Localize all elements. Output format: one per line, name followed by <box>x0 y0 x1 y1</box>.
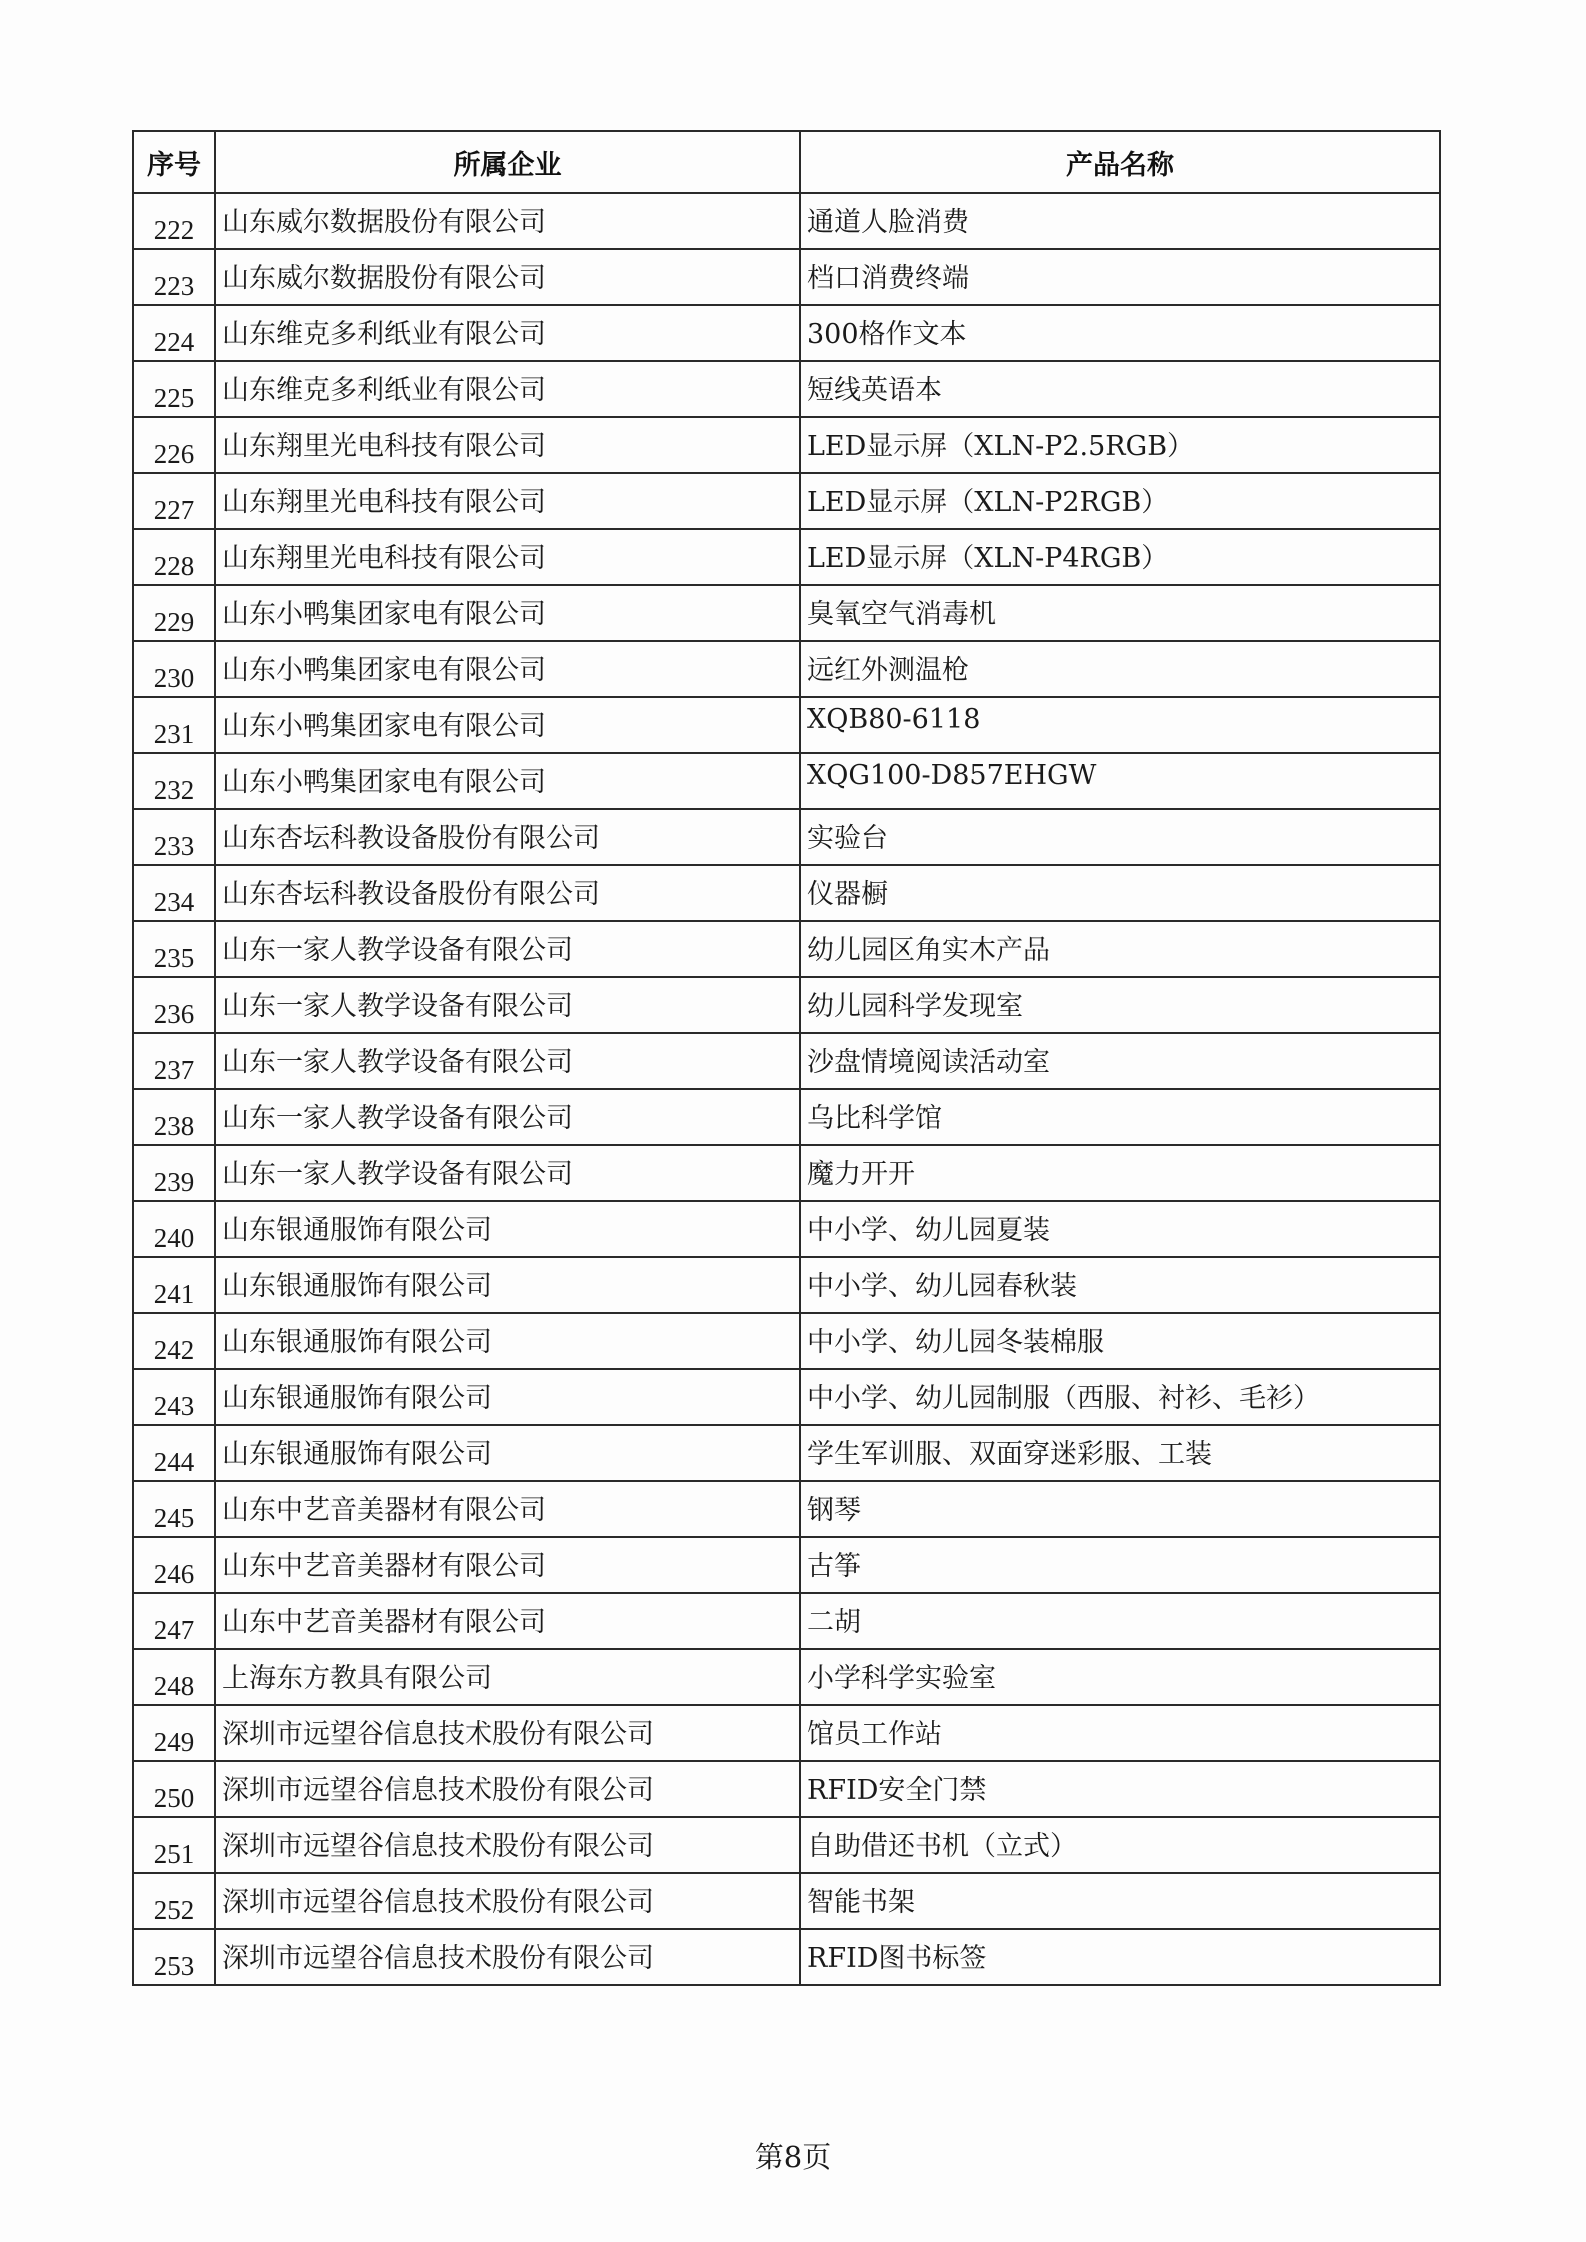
row-product: XQB80-6118 <box>800 697 1440 753</box>
row-company: 深圳市远望谷信息技术股份有限公司 <box>215 1705 800 1761</box>
table-header <box>133 131 1440 193</box>
row-product: LED显示屏（XLN-P4RGB） <box>800 529 1440 585</box>
table-row <box>133 1705 1440 1761</box>
row-product: 300格作文本 <box>800 305 1440 361</box>
row-company: 山东中艺音美器材有限公司 <box>215 1481 800 1537</box>
header-company: 所属企业 <box>215 131 800 193</box>
row-company: 山东银通服饰有限公司 <box>215 1369 800 1425</box>
row-company: 山东银通服饰有限公司 <box>215 1201 800 1257</box>
row-company: 山东杏坛科教设备股份有限公司 <box>215 809 800 865</box>
row-index: 250 <box>133 1761 215 1817</box>
row-index: 248 <box>133 1649 215 1705</box>
row-company: 山东翔里光电科技有限公司 <box>215 473 800 529</box>
table-row <box>133 1425 1440 1481</box>
row-company: 深圳市远望谷信息技术股份有限公司 <box>215 1929 800 1985</box>
row-company: 山东银通服饰有限公司 <box>215 1313 800 1369</box>
table-body <box>133 193 1440 1985</box>
row-product: 短线英语本 <box>800 361 1440 417</box>
table-row <box>133 977 1440 1033</box>
row-index: 242 <box>133 1313 215 1369</box>
row-product: 学生军训服、双面穿迷彩服、工装 <box>800 1425 1440 1481</box>
table-row <box>133 1257 1440 1313</box>
row-company: 山东中艺音美器材有限公司 <box>215 1537 800 1593</box>
row-product: 仪器橱 <box>800 865 1440 921</box>
row-index: 253 <box>133 1929 215 1985</box>
table-row <box>133 1537 1440 1593</box>
row-product: 钢琴 <box>800 1481 1440 1537</box>
table-row <box>133 1201 1440 1257</box>
row-index: 225 <box>133 361 215 417</box>
row-company: 上海东方教具有限公司 <box>215 1649 800 1705</box>
row-company: 山东一家人教学设备有限公司 <box>215 1145 800 1201</box>
row-index: 228 <box>133 529 215 585</box>
table-row <box>133 1873 1440 1929</box>
row-company: 山东翔里光电科技有限公司 <box>215 417 800 473</box>
row-product: 中小学、幼儿园冬装棉服 <box>800 1313 1440 1369</box>
table-row <box>133 641 1440 697</box>
row-product: 幼儿园区角实木产品 <box>800 921 1440 977</box>
row-index: 241 <box>133 1257 215 1313</box>
row-company: 山东中艺音美器材有限公司 <box>215 1593 800 1649</box>
row-index: 247 <box>133 1593 215 1649</box>
row-product: 乌比科学馆 <box>800 1089 1440 1145</box>
row-index: 243 <box>133 1369 215 1425</box>
row-company: 山东一家人教学设备有限公司 <box>215 977 800 1033</box>
row-index: 240 <box>133 1201 215 1257</box>
table-row <box>133 697 1440 753</box>
row-product: 馆员工作站 <box>800 1705 1440 1761</box>
row-index: 232 <box>133 753 215 809</box>
row-index: 231 <box>133 697 215 753</box>
row-index: 230 <box>133 641 215 697</box>
table-row <box>133 361 1440 417</box>
table-row <box>133 249 1440 305</box>
row-company: 山东一家人教学设备有限公司 <box>215 1033 800 1089</box>
table-row <box>133 1033 1440 1089</box>
row-index: 223 <box>133 249 215 305</box>
row-product: 中小学、幼儿园夏装 <box>800 1201 1440 1257</box>
row-product: 通道人脸消费 <box>800 193 1440 249</box>
table-row <box>133 305 1440 361</box>
table-row <box>133 1089 1440 1145</box>
row-index: 239 <box>133 1145 215 1201</box>
row-company: 山东维克多利纸业有限公司 <box>215 361 800 417</box>
row-company: 山东威尔数据股份有限公司 <box>215 249 800 305</box>
row-product: 小学科学实验室 <box>800 1649 1440 1705</box>
row-company: 山东银通服饰有限公司 <box>215 1257 800 1313</box>
row-company: 山东小鸭集团家电有限公司 <box>215 585 800 641</box>
row-product: 魔力开开 <box>800 1145 1440 1201</box>
row-product: RFID图书标签 <box>800 1929 1440 1985</box>
table-row <box>133 1481 1440 1537</box>
header-product: 产品名称 <box>800 131 1440 193</box>
table-row <box>133 1817 1440 1873</box>
row-company: 深圳市远望谷信息技术股份有限公司 <box>215 1873 800 1929</box>
row-index: 227 <box>133 473 215 529</box>
row-index: 237 <box>133 1033 215 1089</box>
row-company: 深圳市远望谷信息技术股份有限公司 <box>215 1817 800 1873</box>
header-row <box>133 131 1440 193</box>
row-product: 中小学、幼儿园春秋装 <box>800 1257 1440 1313</box>
row-company: 山东翔里光电科技有限公司 <box>215 529 800 585</box>
row-index: 249 <box>133 1705 215 1761</box>
table-row <box>133 1761 1440 1817</box>
table-row <box>133 753 1440 809</box>
product-table <box>132 130 1441 1986</box>
row-index: 236 <box>133 977 215 1033</box>
row-product: 古筝 <box>800 1537 1440 1593</box>
table-row <box>133 865 1440 921</box>
table-row <box>133 417 1440 473</box>
row-index: 224 <box>133 305 215 361</box>
row-product: RFID安全门禁 <box>800 1761 1440 1817</box>
row-product: 远红外测温枪 <box>800 641 1440 697</box>
row-product: LED显示屏（XLN-P2.5RGB） <box>800 417 1440 473</box>
row-company: 山东一家人教学设备有限公司 <box>215 921 800 977</box>
row-index: 252 <box>133 1873 215 1929</box>
header-index: 序号 <box>133 131 215 193</box>
row-product: 智能书架 <box>800 1873 1440 1929</box>
table-row <box>133 921 1440 977</box>
row-index: 233 <box>133 809 215 865</box>
row-company: 深圳市远望谷信息技术股份有限公司 <box>215 1761 800 1817</box>
row-company: 山东小鸭集团家电有限公司 <box>215 753 800 809</box>
row-index: 244 <box>133 1425 215 1481</box>
row-company: 山东维克多利纸业有限公司 <box>215 305 800 361</box>
row-index: 246 <box>133 1537 215 1593</box>
table-row <box>133 585 1440 641</box>
row-product: 幼儿园科学发现室 <box>800 977 1440 1033</box>
table-row <box>133 529 1440 585</box>
row-company: 山东小鸭集团家电有限公司 <box>215 641 800 697</box>
table-row <box>133 1145 1440 1201</box>
row-product: 臭氧空气消毒机 <box>800 585 1440 641</box>
row-product: 实验台 <box>800 809 1440 865</box>
table-row <box>133 1593 1440 1649</box>
row-product: 中小学、幼儿园制服（西服、衬衫、毛衫） <box>800 1369 1440 1425</box>
row-product: XQG100-D857EHGW <box>800 753 1440 809</box>
row-product: 二胡 <box>800 1593 1440 1649</box>
table-row <box>133 1929 1440 1985</box>
table-row <box>133 1369 1440 1425</box>
row-index: 245 <box>133 1481 215 1537</box>
row-product: LED显示屏（XLN-P2RGB） <box>800 473 1440 529</box>
row-company: 山东银通服饰有限公司 <box>215 1425 800 1481</box>
row-index: 235 <box>133 921 215 977</box>
page-number: 第8页 <box>754 2140 832 2174</box>
row-index: 222 <box>133 193 215 249</box>
row-company: 山东杏坛科教设备股份有限公司 <box>215 865 800 921</box>
row-index: 229 <box>133 585 215 641</box>
row-index: 226 <box>133 417 215 473</box>
row-index: 234 <box>133 865 215 921</box>
table-row <box>133 809 1440 865</box>
row-product: 自助借还书机（立式） <box>800 1817 1440 1873</box>
row-company: 山东一家人教学设备有限公司 <box>215 1089 800 1145</box>
row-company: 山东小鸭集团家电有限公司 <box>215 697 800 753</box>
row-product: 档口消费终端 <box>800 249 1440 305</box>
row-company: 山东威尔数据股份有限公司 <box>215 193 800 249</box>
table-row <box>133 1313 1440 1369</box>
table-row <box>133 193 1440 249</box>
table-row <box>133 1649 1440 1705</box>
row-index: 238 <box>133 1089 215 1145</box>
row-index: 251 <box>133 1817 215 1873</box>
row-product: 沙盘情境阅读活动室 <box>800 1033 1440 1089</box>
table-row <box>133 473 1440 529</box>
